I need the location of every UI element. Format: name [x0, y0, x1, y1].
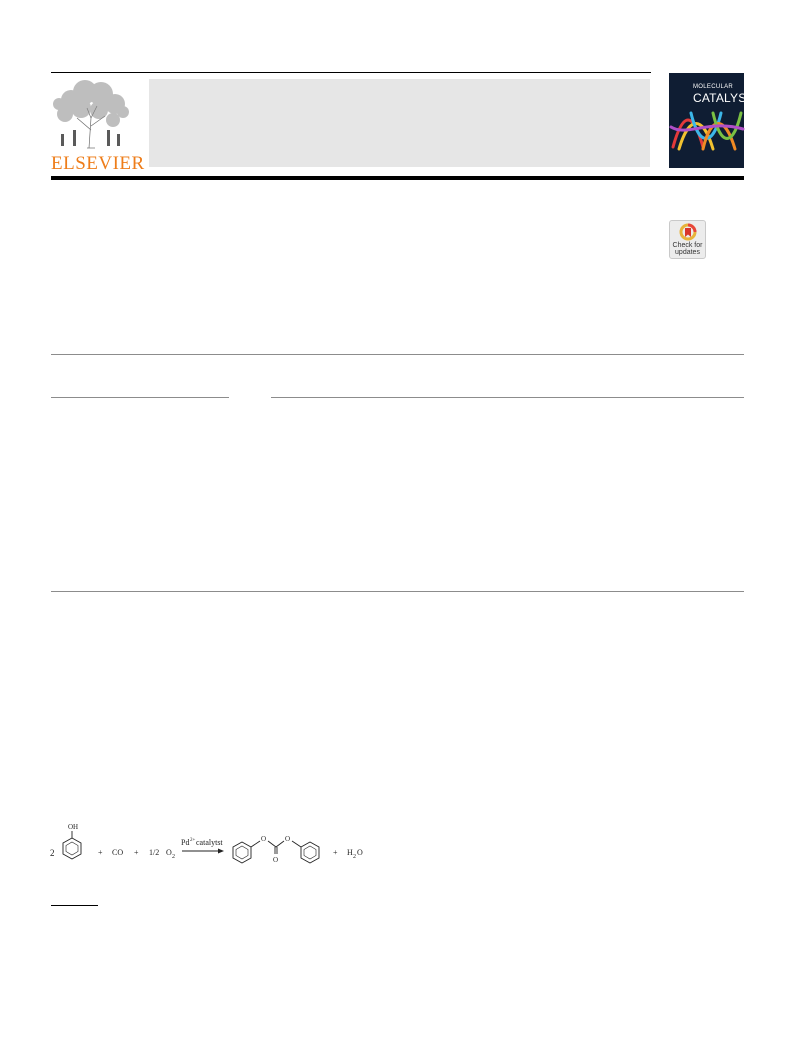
- catalyst-charge: 2+: [190, 838, 196, 843]
- bookmark-ribbon-icon: [678, 224, 698, 240]
- elsevier-wordmark: ELSEVIER: [51, 153, 145, 174]
- plus-sign-1: +: [98, 848, 103, 857]
- cover-title-line2: CATALYSIS: [693, 91, 759, 105]
- abstract-rule: [271, 397, 744, 398]
- check-for-updates-button[interactable]: [669, 220, 706, 259]
- header-bottom-rule: [51, 176, 744, 180]
- cover-graphic-icon: [669, 107, 744, 157]
- ester-oxygen-left: O: [261, 835, 267, 843]
- water-o: O: [357, 848, 363, 857]
- ester-oxygen-right: O: [285, 835, 291, 843]
- title-separator-rule: [51, 354, 744, 355]
- co-label: CO: [112, 848, 124, 857]
- check-updates-line2: updates: [675, 249, 700, 256]
- plus-sign-3: +: [333, 848, 338, 857]
- footnote-rule: [51, 905, 98, 906]
- o2-label: O: [166, 848, 172, 857]
- cover-title-line1: MOLECULAR: [693, 84, 734, 90]
- elsevier-logo: [51, 78, 145, 174]
- journal-title-box: [149, 79, 650, 167]
- water-h: H: [347, 848, 353, 857]
- plus-sign-2: +: [134, 848, 139, 857]
- phenol-oh-label: OH: [68, 823, 79, 831]
- phenol-structure: [63, 831, 81, 859]
- reaction-scheme: [48, 818, 378, 874]
- catalyst-label: catalytst: [196, 838, 223, 847]
- abstract-end-rule: [51, 591, 744, 592]
- catalyst-pd: Pd: [181, 838, 190, 847]
- reaction-arrow-icon: [182, 849, 224, 854]
- half-coefficient: 1/2: [149, 848, 160, 857]
- o2-subscript: 2: [172, 854, 175, 860]
- check-updates-line1: Check for: [672, 242, 703, 249]
- water-subscript: 2: [353, 854, 356, 860]
- journal-cover-thumbnail: [669, 73, 759, 168]
- header-top-rule: [51, 72, 651, 73]
- carbonyl-oxygen: O: [273, 856, 279, 864]
- scheme-coefficient: 2: [50, 848, 55, 858]
- article-info-rule: [51, 397, 229, 398]
- elsevier-tree-icon: [51, 78, 133, 150]
